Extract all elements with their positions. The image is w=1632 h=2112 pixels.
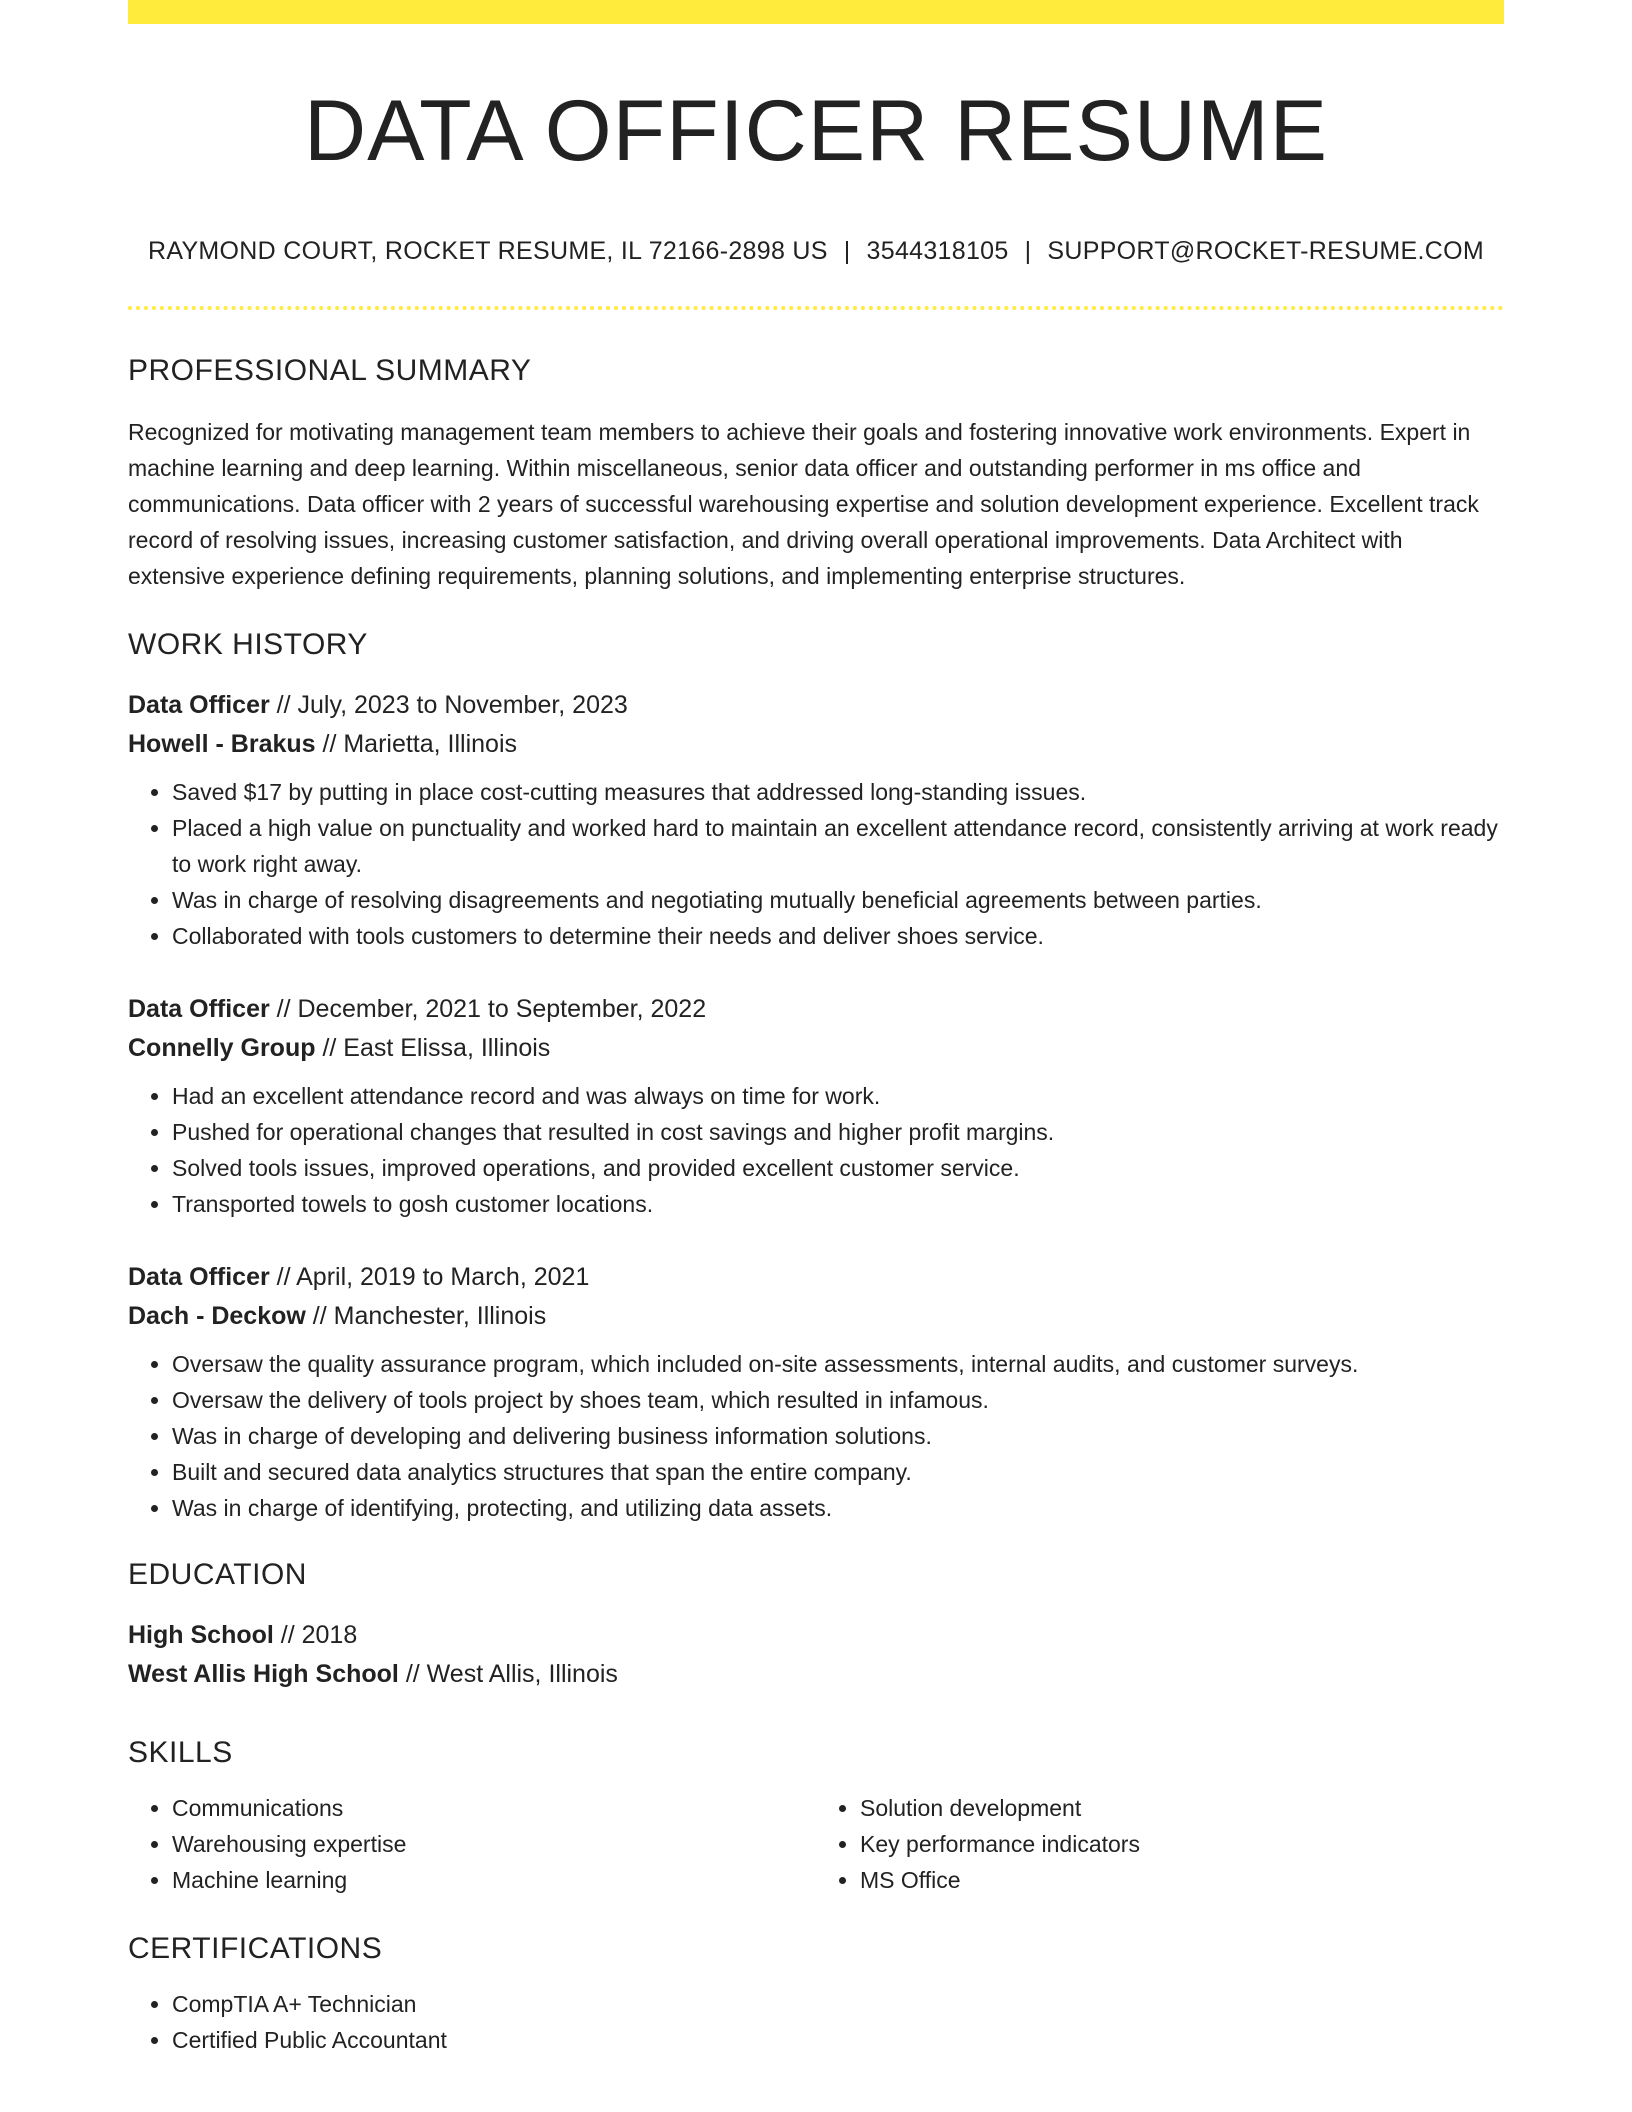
job-title-line [128,1258,1504,1297]
skill-item: • Communications [172,1790,816,1826]
certifications-heading: CERTIFICATIONS [128,1931,383,1965]
certifications-list [128,1986,1504,2058]
education-school: West Allis High School [128,1659,399,1688]
top-accent-bar [128,0,1504,24]
certification-item: • Certified Public Accountant [172,2022,1504,2058]
job-bullet: • Had an excellent attendance record and was always on time for work. [172,1078,1504,1114]
job-company-line [128,1297,1504,1336]
job-title: Data Officer [128,994,270,1023]
job-title: Data Officer [128,1262,270,1291]
contact-separator: | [843,236,851,265]
job-bullet: • Oversaw the delivery of tools project by shoes team, which resulted in infamous. [172,1382,1504,1418]
certification-item: • CompTIA A+ Technician [172,1986,1504,2022]
job-bullets [128,1346,1504,1526]
job-company-line [128,725,1504,764]
job-entry [128,990,1504,1222]
skills-heading: SKILLS [128,1735,233,1769]
job-location: // East Elissa, Illinois [315,1033,551,1062]
skill-item: • Machine learning [172,1862,816,1898]
contact-line [128,237,1504,266]
education-entry [128,1616,1504,1694]
contact-email[interactable]: SUPPORT@ROCKET-RESUME.COM [1047,236,1485,265]
skills-column-left [128,1790,816,1898]
job-location: // Marietta, Illinois [315,729,518,758]
contact-address: RAYMOND COURT, ROCKET RESUME, IL 72166-2898 US [147,236,828,265]
job-entry [128,686,1504,954]
skill-item: • Solution development [860,1790,1504,1826]
job-bullet: • Built and secured data analytics structures that span the entire company. [172,1454,1504,1490]
job-bullet: • Solved tools issues, improved operations, and provided excellent customer service. [172,1150,1504,1186]
job-bullet: • Saved $17 by putting in place cost-cutting measures that addressed long-standing issues. [172,774,1504,810]
job-title: Data Officer [128,690,270,719]
job-bullet: • Pushed for operational changes that resulted in cost savings and higher profit margins. [172,1114,1504,1150]
education-year: // 2018 [273,1620,358,1649]
page-title: DATA OFFICER RESUME [304,83,1328,179]
job-company-line [128,1029,1504,1068]
job-title-line [128,990,1504,1029]
job-bullet: • Collaborated with tools customers to determine their needs and deliver shoes service. [172,918,1504,954]
dotted-divider [128,306,1504,310]
education-location: // West Allis, Illinois [398,1659,618,1688]
education-school-line [128,1655,1504,1694]
job-entry [128,1258,1504,1526]
summary-heading: PROFESSIONAL SUMMARY [128,353,532,387]
resume-page [128,0,1504,2058]
job-company: Connelly Group [128,1033,316,1062]
job-dates: // July, 2023 to November, 2023 [269,690,628,719]
job-dates: // December, 2021 to September, 2022 [269,994,707,1023]
education-degree-line [128,1616,1504,1655]
education-degree: High School [128,1620,274,1649]
job-dates: // April, 2019 to March, 2021 [269,1262,590,1291]
skill-item: • Warehousing expertise [172,1826,816,1862]
contact-separator: | [1024,236,1032,265]
skills-list [128,1790,1504,1898]
job-bullet: • Was in charge of resolving disagreements and negotiating mutually beneficial agreements between parties. [172,882,1504,918]
job-bullet: • Was in charge of identifying, protecting, and utilizing data assets. [172,1490,1504,1526]
skills-column-right [816,1790,1504,1898]
job-bullet: • Placed a high value on punctuality and worked hard to maintain an excellent attendance record, consistently arriving at work ready to work right away. [172,810,1504,882]
job-company: Dach - Deckow [128,1301,306,1330]
job-bullets [128,774,1504,954]
job-company: Howell - Brakus [128,729,316,758]
job-bullet: • Oversaw the quality assurance program, which included on-site assessments, internal audits, and customer surveys. [172,1346,1504,1382]
job-bullets [128,1078,1504,1222]
job-title-line [128,686,1504,725]
contact-phone[interactable]: 3544318105 [866,236,1009,265]
job-location: // Manchester, Illinois [305,1301,547,1330]
job-bullet: • Transported towels to gosh customer locations. [172,1186,1504,1222]
summary-text: Recognized for motivating management team members to achieve their goals and fostering innovative work environments. Expert in machine learning and deep learning. Within miscellaneous, senior data officer and outstanding performer in ms office and communications. Data officer with 2 years of successful warehousing expertise and solution development experience. Excellent track record of resolving issues, increasing customer satisfaction, and driving overall operational improvements. Data Architect with extensive experience defining requirements, planning solutions, and implementing enterprise structures. [128,418,1479,589]
skill-item: • MS Office [860,1862,1504,1898]
work-history-heading: WORK HISTORY [128,627,368,661]
job-bullet: • Was in charge of developing and delivering business information solutions. [172,1418,1504,1454]
education-heading: EDUCATION [128,1557,307,1591]
skill-item: • Key performance indicators [860,1826,1504,1862]
